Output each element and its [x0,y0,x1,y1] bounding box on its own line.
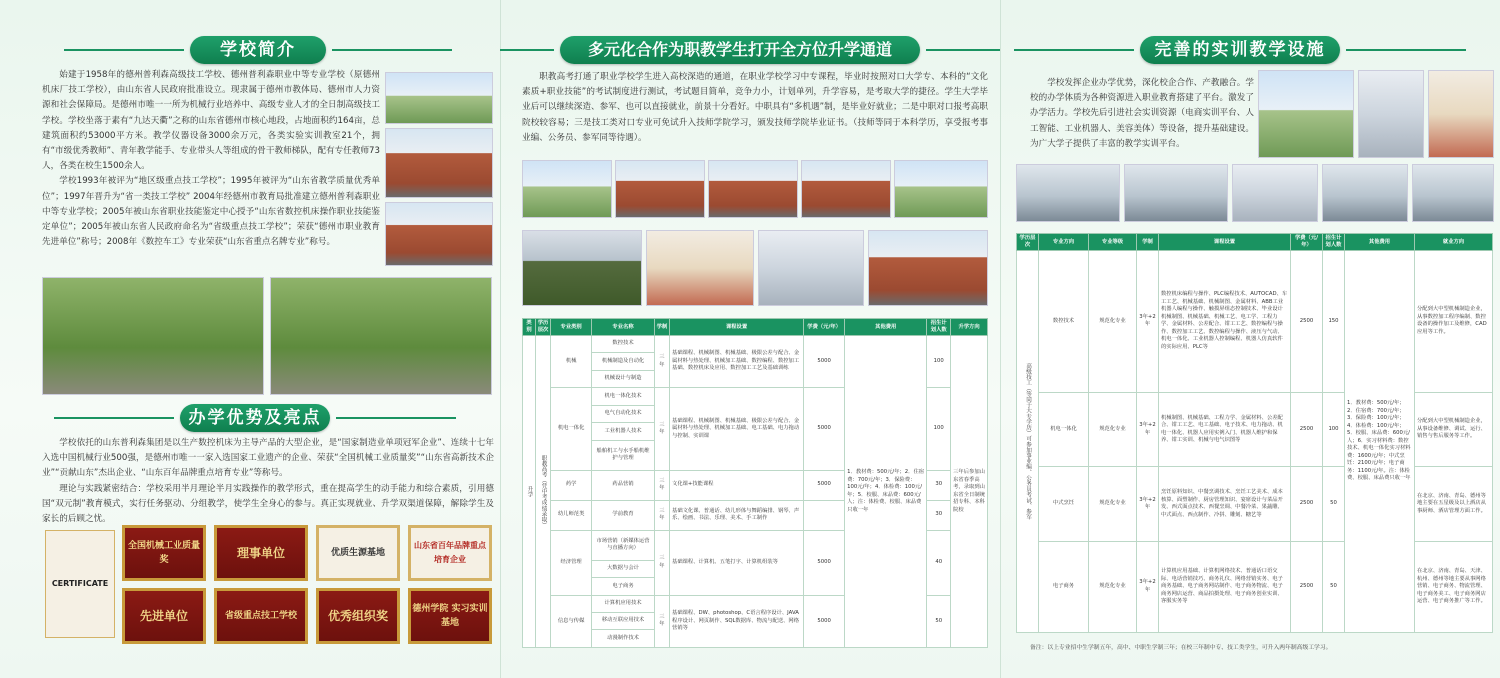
enrollment-plan-cell: 50 [1323,541,1345,632]
major-name-cell: 机械设计与制造 [592,370,655,387]
major-category-cell: 药学 [551,470,592,500]
tuition-cell: 5000 [804,595,845,648]
table-header-row [523,319,988,336]
tuition-cell: 2500 [1291,467,1323,541]
award-plaque: 山东省百年品牌重点培育企业 [408,525,492,581]
tuition-cell: 2500 [1291,251,1323,393]
courses-cell: 文化课+技能课程 [670,470,804,500]
grade-cell: 规范化专业 [1089,541,1137,632]
table-header-cell: 其他费用 [1345,234,1415,251]
duration-cell: 三年 [654,530,669,595]
employment-cell: 分配到大中型机械制造企业，从事设备维修、调试、运行、销售与售后服务等工作。 [1415,392,1493,466]
enrollment-plan-cell: 50 [927,595,951,648]
panel-school-intro [0,0,500,678]
campus-photo [615,160,705,218]
table-header-cell: 学制 [1137,234,1159,251]
table-header-cell: 专业类别 [551,319,592,336]
workshop-photo [1412,164,1494,222]
level-cell [1017,251,1039,633]
campus-garden-photo [42,277,264,395]
campus-photo [894,160,988,218]
campus-building-photo [868,230,988,306]
pathways-paragraph: 职教高考打通了职业学校学生进入高校深造的通道，在职业学校学习中专课程，毕业时按照对口大学专、本科的“文化素质+职业技能”的考试制度进行测试，考试题目简单，竞争力小，计划单列，升学容易，是考取大学的捷径。学生大学毕业后可以继续深造、参军、也可以直接就业，前景十分看好。中职具有“多机遇”制，是毕业好就业；二是中职对口报考高职院校较容易；三是技工类对口专业可免试升入技师学院学习，颁发技师学院毕业证书。（技师等同于本科学历，享受报考事业编、公务员、参军同等待遇）。 [522,72,988,143]
courses-cell: 烹饪原料知识、中餐烹调技术、烹饪工艺美术、成本核算、面塑制作、厨房管理知识、宴席设计与菜品开发、西式面点技术、西餐烹调、中餐冷菜、果蔬雕、中式面点、西点制作、冷拼、雕刻、糖艺等 [1159,467,1291,541]
panel-pathways [500,0,1000,678]
table-header-cell: 专业名称 [592,319,655,336]
table-header-cell: 学费（元/年） [1291,234,1323,251]
duration-cell: 3年+2年 [1137,467,1159,541]
award-plaque: 优质生源基地 [316,525,400,581]
enrollment-plan-cell: 50 [1323,467,1345,541]
training-room-photo [758,230,864,306]
admission-table [522,318,988,648]
courses-cell: 基础课程、机械制图、机械基础、极限公差与配合、金属材料与热处理、机械加工基础、电工基础、电力拖动与控制、实训课 [670,388,804,470]
table-row [1017,392,1493,466]
table-header-cell: 就业方向 [1415,234,1493,251]
courses-cell: 基础课程、机械制图、机械基础、极限公差与配合、金属材料与热处理、机械加工基础、数控编程、数控加工基础、数控机床及应用、数控加工工艺及基础训练 [670,336,804,388]
major-name-cell: 电气自动化技术 [592,405,655,422]
courses-cell: 计算机应用基础、计算机网络技术、普通话口语交际、电话营销技巧、商务礼仪、网络营销实务、电子商务基础、电子商务网站制作、电子商务物流、电子商务网店运营、商品拍摄处理、电子商务创业实训、客服实务等 [1159,541,1291,632]
facilities-paragraph: 学校发挥企业办学优势，深化校企合作、产教融合。学校的办学体质为各种资源进入职业教育搭建了平台。激发了办学活力。学校先后引进社会实训资源（电商实训平台、人工智能、工业机器人、美容美体）等设备，提升基础建设。为广大学子提供了丰富的教学实训平台。 [1030,78,1254,149]
major-name-cell: 药品营销 [592,470,655,500]
award-plaque: 全国机械工业质量奖 [122,525,206,581]
kitchen-training-photo [1428,70,1494,158]
lab-photo [1358,70,1424,158]
award-plaque: 理事单位 [214,525,308,581]
campus-photo [708,160,798,218]
campus-gate-photo [522,160,612,218]
major-category-cell: 机械 [551,336,592,388]
table-row [1017,251,1493,393]
enrollment-plan-cell: 40 [927,530,951,595]
major-category-cell: 机电一体化 [551,388,592,470]
classroom-photo [646,230,754,306]
major-name-cell: 工业机器人技术 [592,423,655,440]
other-fees-cell: 1．教材费：500元/年；2．住宿费：700元/年；3．保险费：100元/年；4．体检费：100元/年；5．校服、床品费：600元/人；6．实习材料费：数控技术、机电一体化实习材料费：1600元/年；中式烹饪：2100元/年；电子商务：1100元/年。注：体检费、校服、床品费只收一年 [1345,251,1415,633]
employment-cell: 分配到大中型机械制造企业，从事数控加工程序编制、数控设备的操作加工及维修，CAD应用等工作。 [1415,251,1493,393]
table-header-cell: 专业等级 [1089,234,1137,251]
training-room-photo [1232,164,1318,222]
major-category-cell: 幼儿师范类 [551,500,592,530]
duration-cell: 3年+2年 [1137,392,1159,466]
tuition-cell: 5000 [804,470,845,500]
employment-cell: 在北京、济南、青岛、德州等地主要在五星级及以上酒店从事厨师、酒店管理方面工作。 [1415,467,1493,541]
table-header-cell: 学历层次 [1017,234,1039,251]
table-header-cell: 升学方向 [951,319,988,336]
major-cell: 中式烹饪 [1039,467,1089,541]
campus-photo [385,72,493,124]
major-cell: 电子商务 [1039,541,1089,632]
major-name-cell: 机械制造及自动化 [592,353,655,370]
major-category-cell: 经济管理 [551,530,592,595]
enrollment-plan-cell: 100 [927,336,951,388]
major-name-cell: 电子商务 [592,578,655,595]
category-cell [523,336,536,648]
cnc-machine-photo [1322,164,1408,222]
table-header-cell: 学历层次 [535,319,550,336]
advantage-paragraph: 学校依托的山东普利森集团是以生产数控机床为主导产品的大型企业，是“国家制造业单项冠军企业”、连续十七年入选中国机械行业500强，是德州市唯一一家入选国家工业遗产的企业、荣获“全国机械工业质量奖”“山东省高新技术企业”“贡献山东”杰出企业、“山东百年品牌重点培育专业”等称号。 [42,438,494,479]
advantage-text [42,436,494,527]
tuition-cell: 2500 [1291,392,1323,466]
table-header-cell: 类别 [523,319,536,336]
panel-facilities [1000,0,1500,678]
tuition-cell: 5000 [804,336,845,388]
table-header-cell: 招生计划人数 [927,319,951,336]
courses-cell: 基础课程、计算机、五笔打字、计算机组装等 [670,530,804,595]
intro-paragraph: 学校1993年被评为“地区级重点技工学校”；1995年被评为“山东省教学质量优秀单位”；1997年晋升为“省一类技工学校” 2004年经德州市教育局批准建立德州普利森职业中等专业学校；2005年被山东省职业技能鉴定中心授予“山东省数控机床操作职业技能鉴定单位”；2005年被山东省人民政府命名为“省级重点技工学校”；荣获“德州市职业教育先进单位”称号；2008年《数控车工》专业荣获“山东省重点名牌专业”称号。 [42,176,380,248]
table-note: 备注：以上专业招中生学制五年，高中、中职生学制三年；在校三年制中专、技工类学生，可升入两年制高级工学习。 [1030,645,1332,651]
employment-cell: 在北京、济南、青岛、天津、杭州、德州等地主要从事网络营销、电子商务、物流管理、电子商务美工、电子商务网店运营、电子商务推广等工作。 [1415,541,1493,632]
campus-photo [1258,70,1354,158]
campus-photo [801,160,891,218]
campus-photo [385,202,493,266]
duration-cell: 三年 [654,336,669,388]
award-plaque: 优秀组织奖 [316,588,400,644]
other-fees-cell: 1．教材费：500元/年；2．住宿费：700元/年；3．保险费：100元/年；4．体检费：100元/年；5．校服、床品费：600元/人；注：体检费、校服、床品费只收一年 [845,336,927,648]
grade-cell: 规范化专业 [1089,251,1137,393]
intro-paragraph: 始建于1958年的德州普利森高级技工学校、德州普利森职业中等专业学校（原德州机床厂技工学校），由山东省人民政府批准设立。现隶属于德州市教体局、德州市人力资源和社会保障局。是德州市唯一一所为机械行业培养中、高级专业人才的全日制高级技工学校。学校坐落于素有“九达天衢”之称的山东省德州市核心地段，占地面积约164亩，总建筑面积约53000平方米。教学仪器设备3000余万元，各类实验实训教室21个，拥有“市级优秀教师”、青年教学能手、专业带头人等组成的骨干教师梯队，配有专任教师73人，各类在校生1500余人。 [42,70,380,172]
courses-cell: 数控机床编程与操作、PLC编程技术、AUTOCAD、车工工艺、机械基础、机械制图、金属材料、ABB工业机器人编程与操作、触摸屏组态控制技术、毕业设计机械制图、机械基础、机械工艺、电工学、工程力学、金属材料、公差配合、钳工工艺、数控编程与操作、数控加工工艺、数控编程与操作、液压与气动、机电一体化、工业机器人控制编程、机器人仿真软件的实际应用、PLC等 [1159,251,1291,393]
enrollment-plan-cell: 100 [927,388,951,470]
courses-cell: 基础文化课、普通话、幼儿形体与舞蹈编排、钢琴、声乐、绘画、书法、乐理、美术、手工制作 [670,500,804,530]
table-row [523,336,988,353]
military-training-photo [522,230,642,306]
major-name-cell: 机电一体化技术 [592,388,655,405]
certificate-award: CERTIFICATE [45,530,115,638]
level-cell-text: 高级技工（等同于大专学历）可参加事业编、公务员考试、参军 [1025,363,1031,520]
award-plaque: 德州学院 实习实训基地 [408,588,492,644]
tuition-cell [804,500,845,530]
duration-cell: 三年 [654,595,669,648]
pathways-title: 多元化合作为职教学生打开全方位升学通道 [560,36,920,64]
advantage-title: 办学优势及亮点 [180,404,330,432]
major-name-cell: 移动互联应用技术 [592,612,655,629]
senior-technician-table [1016,233,1493,633]
major-name-cell: 动漫制作技术 [592,630,655,648]
duration-cell: 3年+2年 [1137,251,1159,393]
pathways-text [522,70,988,146]
intro-text [42,68,380,250]
major-name-cell: 大数据与会计 [592,560,655,577]
duration-cell: 三年 [654,388,669,470]
enrollment-plan-cell: 30 [927,500,951,530]
enrollment-plan-cell: 100 [1323,392,1345,466]
major-name-cell: 船舶机工与水手船机维护与管理 [592,440,655,470]
major-cell: 数控技术 [1039,251,1089,393]
award-plaque: 先进单位 [122,588,206,644]
duration-cell: 3年+2年 [1137,541,1159,632]
level-cell-text: 职教高考（凭中考成绩录取） [540,455,547,528]
major-name-cell: 学前教育 [592,500,655,530]
intro-title: 学校简介 [190,36,326,64]
major-name-cell: 市场营销（新媒体运营与直播方向） [592,530,655,560]
duration-cell: 三年 [654,500,669,530]
campus-garden-photo [270,277,492,395]
table-header-cell: 课程设置 [1159,234,1291,251]
table-header-cell: 专业方向 [1039,234,1089,251]
grade-cell: 规范化专业 [1089,467,1137,541]
courses-cell: 基础课程、DW、photoshop、C语言程序设计、JAVA程序设计、网页制作、SQL数据库、物流与配送、网络营销等 [670,595,804,648]
workshop-photo [1124,164,1228,222]
direction-cell: 三年后参加山东省春季高考，录取到山东省全日制统招专科、本科院校 [951,336,988,648]
tuition-cell: 5000 [804,388,845,470]
major-category-cell: 信息与传媒 [551,595,592,648]
table-row [1017,541,1493,632]
major-name-cell: 计算机应用技术 [592,595,655,612]
table-header-cell: 其他费用 [845,319,927,336]
major-name-cell: 数控技术 [592,336,655,353]
table-header-cell: 课程设置 [670,319,804,336]
table-header-cell: 学制 [654,319,669,336]
facilities-title: 完善的实训教学设施 [1140,36,1340,64]
courses-cell: 机械制图、机械基础、工程力学、金属材料、公差配合、钳工工艺、电工基础、电子技术、电力拖动、机电一体化、机器人应用实例入门、机器人维护和保养、钳工实训、机械与电气识图等 [1159,392,1291,466]
tuition-cell: 5000 [804,530,845,595]
table-header-row [1017,234,1493,251]
table-header-cell: 学费（元/年） [804,319,845,336]
enrollment-plan-cell: 150 [1323,251,1345,393]
campus-photo [385,128,493,198]
advantage-paragraph: 理论与实践紧密结合：学校采用半月理论半月实践操作的教学形式，重在提高学生的动手能力和综合素质，引用德国“双元制”教育模式，实行任务驱动、分组教学，使学生全身心的参与。真正实现就业、升学双渠道保障，解除学生及家长的后顾之忧。 [42,483,494,525]
workshop-photo [1016,164,1120,222]
tuition-cell: 2500 [1291,541,1323,632]
facilities-text [1030,76,1254,152]
table-header-cell: 招生计划人数 [1323,234,1345,251]
major-cell: 机电一体化 [1039,392,1089,466]
category-cell-text: 升学 [526,485,533,498]
level-cell [535,336,550,648]
enrollment-plan-cell: 30 [927,470,951,500]
award-plaque: 省级重点技工学校 [214,588,308,644]
duration-cell: 三年 [654,470,669,500]
grade-cell: 规范化专业 [1089,392,1137,466]
table-row [1017,467,1493,541]
